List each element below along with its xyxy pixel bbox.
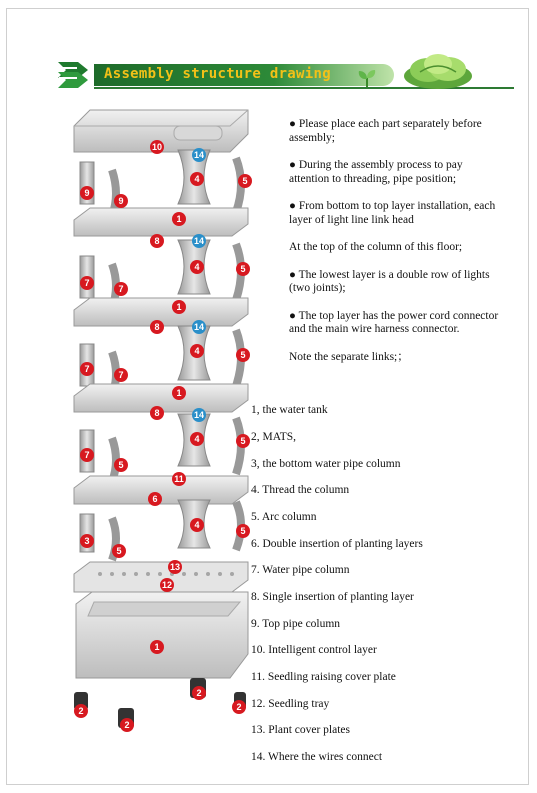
legend-item: 12. Seedling tray bbox=[251, 698, 330, 710]
legend-item: 13. Plant cover plates bbox=[251, 724, 351, 736]
note-3: ● From bottom to top layer installation, each layer of light line link head bbox=[289, 200, 496, 226]
legend-item: 2, MATS, bbox=[251, 431, 297, 443]
part-number-marker: 13 bbox=[169, 562, 180, 572]
part-number-marker: 4 bbox=[190, 344, 204, 358]
part-number-marker: 9 bbox=[114, 194, 128, 208]
part-number-marker: 8 bbox=[150, 406, 164, 420]
legend-item: 10. Intelligent control layer bbox=[251, 644, 377, 656]
legend-item: 5. Arc column bbox=[251, 511, 317, 523]
note-1: ● Please place each part separately before assembly; bbox=[289, 118, 482, 144]
legend-item: 7. Water pipe column bbox=[251, 564, 350, 576]
part-number-marker: 7 bbox=[80, 448, 94, 462]
column-row-1 bbox=[80, 150, 241, 216]
part-number-marker: 5 bbox=[236, 434, 250, 448]
exploded-view bbox=[60, 104, 260, 754]
part-number-marker: 12 bbox=[161, 580, 172, 590]
part-number-marker: 7 bbox=[80, 276, 94, 290]
part-number-marker: 5 bbox=[112, 544, 126, 558]
part-number-marker: 5 bbox=[238, 174, 252, 188]
note-2: ● During the assembly process to pay attention to threading, pipe position; bbox=[289, 159, 463, 185]
part-number-marker: 2 bbox=[192, 686, 206, 700]
part-number-marker: 2 bbox=[120, 718, 134, 732]
legend-item: 9. Top pipe column bbox=[251, 618, 341, 630]
legend-item: 4. Thread the column bbox=[251, 484, 350, 496]
note-7: Note the separate links;； bbox=[289, 350, 409, 363]
legend-item: 3, the bottom water pipe column bbox=[251, 458, 401, 470]
part-number-marker: 5 bbox=[236, 262, 250, 276]
note-4: At the top of the column of this floor; bbox=[289, 241, 463, 253]
part-number-marker: 1 bbox=[150, 640, 164, 654]
legend-item: 6. Double insertion of planting layers bbox=[251, 538, 423, 550]
part-number-marker: 14 bbox=[193, 236, 204, 246]
part-number-marker: 9 bbox=[80, 186, 94, 200]
part-number-marker: 11 bbox=[172, 472, 186, 486]
part-number-marker: 4 bbox=[190, 260, 204, 274]
column-row-5 bbox=[80, 500, 241, 560]
part-number-marker: 2 bbox=[232, 700, 246, 714]
part-number-marker: 8 bbox=[150, 320, 164, 334]
note-6: ● The top layer has the power cord connector and the main wire harness connector. bbox=[289, 309, 499, 335]
legend-item: 8. Single insertion of planting layer bbox=[251, 591, 414, 603]
column-row-4 bbox=[80, 414, 241, 482]
part-number-marker: 3 bbox=[80, 534, 94, 548]
part-number-marker: 1 bbox=[172, 300, 186, 314]
note-5: ● The lowest layer is a double row of lights (two joints); bbox=[289, 268, 490, 294]
part-number-marker: 1 bbox=[172, 212, 186, 226]
page-title: Assembly structure drawing bbox=[104, 66, 331, 82]
part-number-marker: 14 bbox=[193, 410, 204, 420]
legend-item: 14. Where the wires connect bbox=[251, 751, 383, 763]
legend-item: 1, the water tank bbox=[251, 404, 328, 416]
planting-layer-1 bbox=[74, 208, 248, 236]
part-number-marker: 14 bbox=[193, 150, 204, 160]
part-number-marker: 7 bbox=[114, 368, 128, 382]
part-number-marker: 4 bbox=[190, 518, 204, 532]
part-number-marker: 14 bbox=[193, 322, 204, 332]
assembly-notes bbox=[289, 118, 499, 378]
part-number-marker: 5 bbox=[236, 524, 250, 538]
part-number-marker: 4 bbox=[190, 172, 204, 186]
header-banner bbox=[56, 58, 476, 94]
lettuce-icon bbox=[400, 52, 476, 90]
mats-feet bbox=[74, 678, 246, 728]
part-number-marker: 1 bbox=[172, 386, 186, 400]
legend-item: 11. Seedling raising cover plate bbox=[251, 671, 396, 683]
part-number-marker: 7 bbox=[114, 282, 128, 296]
assembly-diagram bbox=[60, 104, 260, 754]
part-number-marker: 8 bbox=[150, 234, 164, 248]
sprout-icon bbox=[356, 68, 378, 88]
part-number-marker: 5 bbox=[236, 348, 250, 362]
double-arrow-icon bbox=[56, 58, 90, 90]
part-number-marker: 10 bbox=[151, 142, 162, 152]
part-number-marker: 4 bbox=[190, 432, 204, 446]
water-tank bbox=[76, 592, 248, 678]
part-number-marker: 2 bbox=[74, 704, 88, 718]
part-number-marker: 7 bbox=[80, 362, 94, 376]
part-number-marker: 6 bbox=[148, 492, 162, 506]
part-number-marker: 5 bbox=[114, 458, 128, 472]
